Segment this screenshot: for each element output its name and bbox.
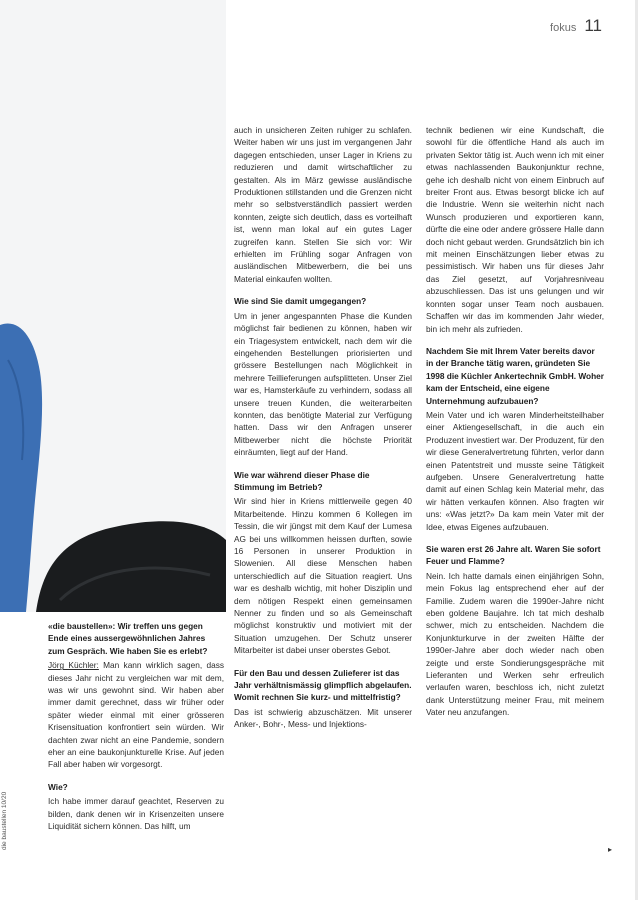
- interview-answer: Nein. Ich hatte damals einen einjährigen Sohn, mein Fokus lag entsprechend eher auf der Familie. Zudem waren die 1990er-Jahre nicht eben goldene Baujahre. Ich tat mich deshalb schwer, mich zu entscheiden. Nachdem die Konjunkturkurve in der zweiten Hälfte der 1990er-Jahre aber doch wieder nach oben zeigte und erste Sondierungsgespräche mit Lieferanten und Werken sehr erfreulich verlaufen waren, beschloss ich, nicht zuletzt dank Unterstützung meiner Frau, mit meinem Vater neu anzufangen.: [426, 570, 604, 718]
- text-column-1: [48, 620, 224, 833]
- interview-answer: Um in jener angespannten Phase die Kunden möglichst fair bedienen zu können, haben wir ein Triagesystem entwickelt, nach dem wir die eingehenden Bestellungen priorisierten und grössere Bestellungen nach Möglichkeit in mehrere Teillieferungen aufsplitteten. Unser Ziel war es, Hamsterkäufe zu verhindern, sodass all unsere treuen Kunden, die weiterarbeiten konnten, das benötigte Material zur Verfügung hatten. Dass wir den Anfragen unserer Mitbewerber nicht die höchste Priorität einräumten, liegt auf der Hand.: [234, 310, 412, 458]
- interview-answer: Mein Vater und ich waren Minderheitsteilhaber einer Aktiengesellschaft, in die auch ein Produzent investiert war. Der Produzent, für den wir diese Generalvertretung führten, verlor dann einen Patentstreit und musste seine Tätigkeit aufgeben. Unsere Generalvertretung hatte damit auf einen Schlag kein Material mehr, das wir hätten verkaufen können. Also fragten wir uns: «Was jetzt?» Da kam mein Vater mit der Idee, etwas Eigenes aufzubauen.: [426, 409, 604, 532]
- portrait-photo: [0, 0, 226, 612]
- photo-illustration: [0, 0, 226, 612]
- interview-question: Nachdem Sie mit Ihrem Vater bereits davor in der Branche tätig waren, gründeten Sie 1998 die Küchler Ankertechnik GmbH. Woher kam der Entscheid, eine eigene Unternehmung aufzubauen?: [426, 345, 604, 406]
- interview-question: Wie war während dieser Phase die Stimmung im Betrieb?: [234, 469, 370, 492]
- continue-arrow-icon: ▸: [607, 845, 612, 854]
- section-label: fokus: [550, 22, 577, 34]
- speaker-name: Jörg Küchler:: [48, 660, 99, 671]
- issue-footer: die baustellen 10/20: [1, 791, 8, 850]
- interview-answer: [48, 659, 224, 771]
- page-header: [550, 16, 602, 36]
- interview-question: Wie sind Sie damit umgegangen?: [234, 296, 367, 307]
- interview-question: Sie waren erst 26 Jahre alt. Waren Sie sofort Feuer und Flamme?: [426, 544, 601, 567]
- page-number: 11: [584, 16, 602, 35]
- interview-question: Wie?: [48, 781, 68, 792]
- interview-answer: Wir sind hier in Kriens mittlerweile gegen 40 Mitarbeitende. Hinzu kommen 6 Kollegen im Tessin, die wir jüngst mit dem Kauf der Lumesa AG bei uns willkommen heissen durften, sowie 16 Personen in unserer Produktion in Slowenien. All diese Menschen haben unterschiedlich auf die Situation reagiert. Uns war es deshalb wichtig, mit hoher Disziplin und dem nötigen Respekt einen gemeinsamen Nenner zu finden und so als Gemeinschaft möglichst konstruktiv und motiviert mit der Situation umzugehen. Der Schutz unserer Mitarbeiter ist dabei unser oberstes Gebot.: [234, 496, 412, 656]
- text-column-2: [234, 124, 412, 731]
- interview-answer: Ich habe immer darauf geachtet, Reserven zu bilden, dank denen wir in Krisenzeiten unsere Liquidität sichern können. Das hilft, um: [48, 796, 224, 832]
- interview-answer: technik bedienen wir eine Kundschaft, die sowohl für die öffentliche Hand als auch im privaten Sektor tätig ist. Auch wenn ich mit einer etwas nachlassenden Baukonjunktur rechne, gehe ich deshalb nicht von einem Einbruch auf breiter Front aus. Etwas besorgt blicke ich auf die Industrie. Wenn sie weiterhin nicht nach Wunsch produzieren und exportieren kann, dürfte die eine oder andere grössere Halle dann doch nicht gebaut werden. Grundsätzlich bin ich mit meinen Einschätzungen lieber etwas zu pessimistisch. Wir haben uns für dieses Jahr das Ziel gesetzt, auf Vorjahresniveau abzuschliessen. Das ist uns gelungen und wir konnten sogar unser Team noch ausbauen. Schaffen wir das im kommenden Jahr wieder, bin ich mehr als zufrieden.: [426, 125, 604, 334]
- text-column-3: [426, 124, 604, 719]
- interview-answer: auch in unsicheren Zeiten ruhiger zu schlafen. Weiter haben wir uns just im vergangenen Jahr dagegen entschieden, unser Lager in Kriens zu reduzieren und damit wirtschaftlicher zu gestalten. Als im März gewisse ausländische Produktionen stillstanden und die Grenzen nicht mehr so selbstverständlich passiert werden konnten, zeigte sich deutlich, dass es vorteilhaft ist, wenn man lokal auf ein gutes Lager zugreifen kann. Stellen Sie sich vor: Wir erhielten im Frühling sogar Anfragen von ausländischen Mitbewerbern, die bei uns Material einkaufen wollten.: [234, 125, 412, 284]
- interview-answer: Das ist schwierig abzuschätzen. Mit unserer Anker-, Bohr-, Mess- und Injektions-: [234, 706, 412, 730]
- answer-text: Man kann wirklich sagen, dass dieses Jahr nicht zu vergleichen war mit dem, was wir uns gewohnt sind. Wir haben aber immer damit gerechnet, dass wir früher oder später wieder einmal mit einer grösseren Krisensituation konfrontiert sein würden. Wir dachten zwar nicht an eine Pandemie, sondern eher an eine baukonjunkturelle Krise. Auf jeden Fall aber haben wir vorgesorgt.: [48, 660, 224, 770]
- interview-question: Für den Bau und dessen Zulieferer ist das Jahr verhältnismässig glimpflich abgelaufen. Womit rechnen Sie kurz- und mittelfristig?: [234, 667, 412, 703]
- interview-question: «die baustellen»: Wir treffen uns gegen Ende eines aussergewöhnlichen Jahres zum Gespräch. Wie haben Sie es erlebt?: [48, 621, 208, 656]
